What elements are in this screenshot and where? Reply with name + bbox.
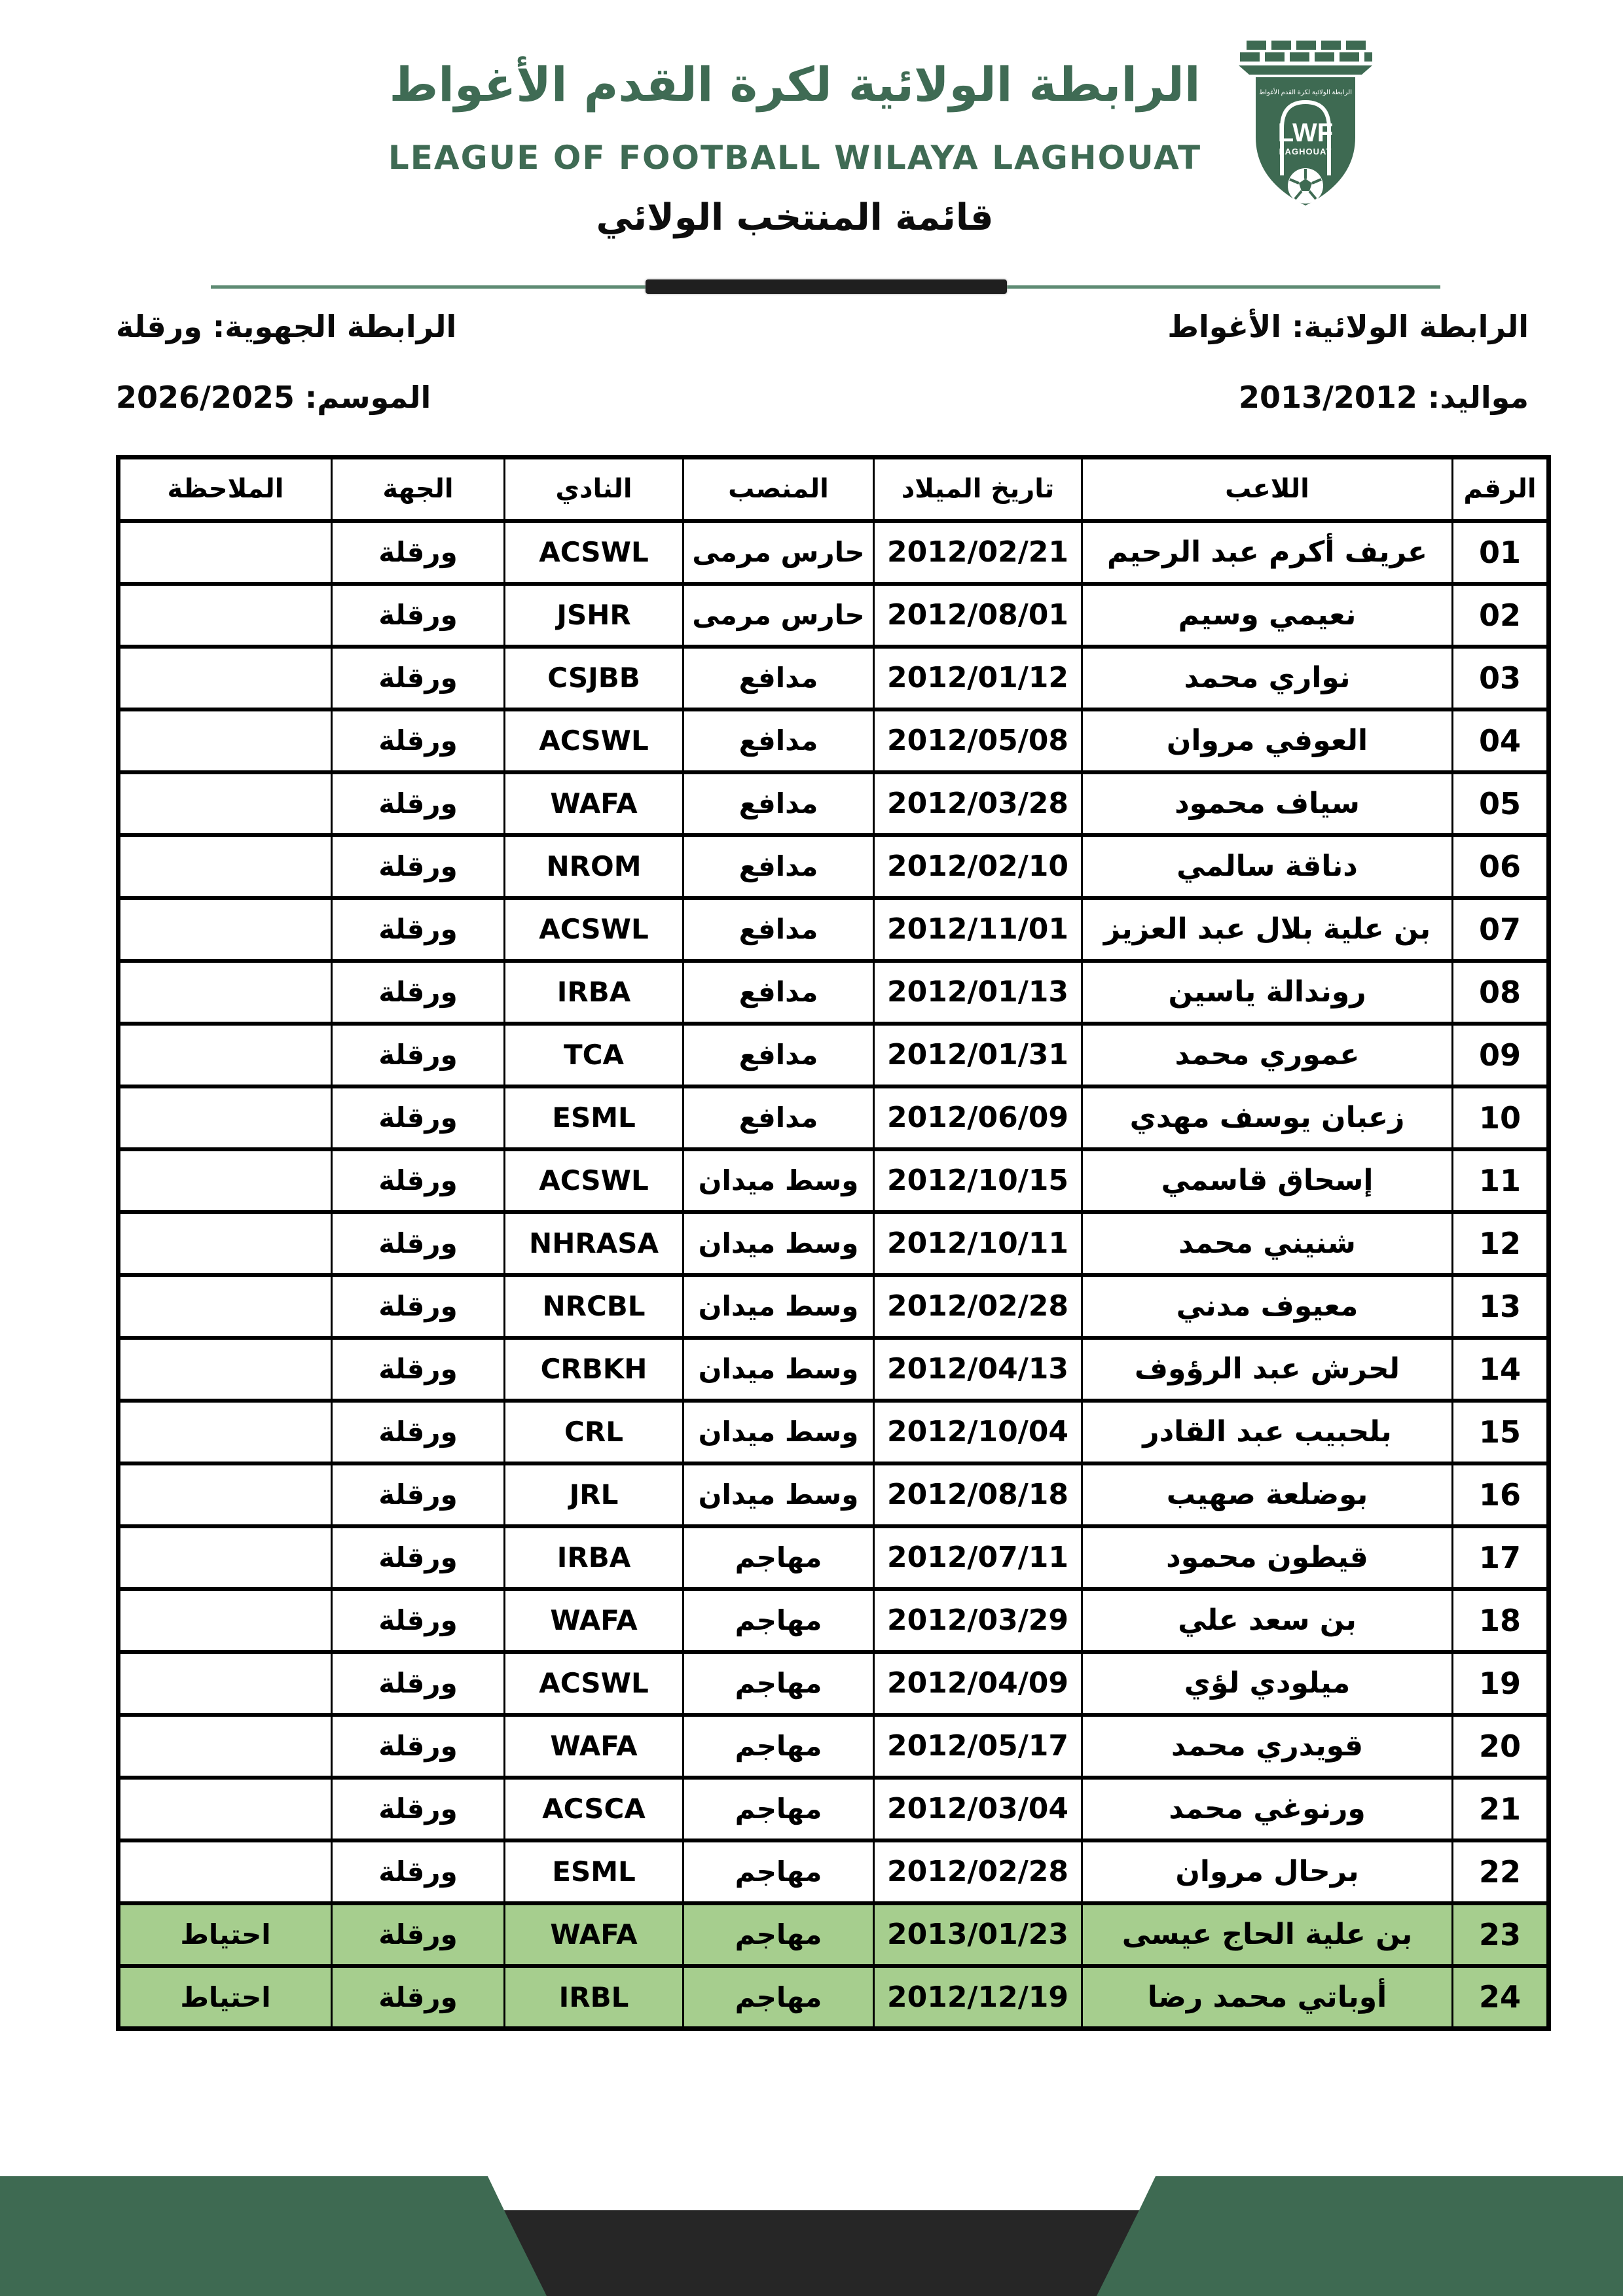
table-row: [119, 1463, 1549, 1526]
cell-dob: 2012/01/12: [874, 647, 1082, 709]
table-row: [119, 1715, 1549, 1778]
cell-club: NRCBL: [505, 1275, 684, 1338]
table-row: [119, 647, 1549, 709]
cell-num: 15: [1453, 1401, 1549, 1463]
cell-pos: وسط ميدان: [684, 1338, 874, 1401]
col-header-club: النادي: [505, 457, 684, 521]
table-row: [119, 1526, 1549, 1589]
info-row-season: [116, 380, 1529, 415]
cell-dob: 2012/12/19: [874, 1966, 1082, 2029]
cell-club: NHRASA: [505, 1212, 684, 1275]
divider-center-bar: [646, 279, 1007, 294]
cell-pos: مهاجم: [684, 1778, 874, 1840]
cell-club: NROM: [505, 835, 684, 898]
league-crest-logo-icon: [1236, 39, 1375, 217]
cell-region: ورقلة: [332, 1086, 505, 1149]
cell-region: ورقلة: [332, 1401, 505, 1463]
cell-num: 19: [1453, 1652, 1549, 1715]
cell-name: قيطون محمود: [1082, 1526, 1453, 1589]
cell-region: ورقلة: [332, 1715, 505, 1778]
cell-dob: 2012/03/28: [874, 772, 1082, 835]
cell-pos: مهاجم: [684, 1840, 874, 1903]
col-header-note: الملاحظة: [119, 457, 332, 521]
page-title-arabic: الرابطة الولائية لكرة القدم الأغواط: [389, 57, 1201, 112]
cell-num: 06: [1453, 835, 1549, 898]
cell-pos: مدافع: [684, 961, 874, 1024]
cell-name: دناقة سالمي: [1082, 835, 1453, 898]
season-label: الموسم: 2026/2025: [116, 380, 431, 415]
col-header-number: الرقم: [1453, 457, 1549, 521]
cell-note: [119, 1401, 332, 1463]
cell-region: ورقلة: [332, 1275, 505, 1338]
cell-dob: 2013/01/23: [874, 1903, 1082, 1966]
table-row: [119, 1338, 1549, 1401]
table-row: [119, 1149, 1549, 1212]
cell-pos: حارس مرمى: [684, 521, 874, 584]
cell-region: ورقلة: [332, 647, 505, 709]
cell-dob: 2012/01/31: [874, 1024, 1082, 1086]
cell-name: ميلودي لؤي: [1082, 1652, 1453, 1715]
cell-region: ورقلة: [332, 1526, 505, 1589]
cell-name: عموري محمد: [1082, 1024, 1453, 1086]
cell-pos: مدافع: [684, 772, 874, 835]
table-row: [119, 1589, 1549, 1652]
cell-name: لحرش عبد الرؤوف: [1082, 1338, 1453, 1401]
cell-name: روندالة ياسين: [1082, 961, 1453, 1024]
cell-club: WAFA: [505, 1589, 684, 1652]
cell-club: WAFA: [505, 772, 684, 835]
logo-city: LAGHOUAT: [1279, 147, 1332, 156]
cell-pos: مدافع: [684, 898, 874, 961]
cell-note: [119, 772, 332, 835]
table-row: [119, 1024, 1549, 1086]
cell-pos: مدافع: [684, 1086, 874, 1149]
cell-dob: 2012/01/13: [874, 961, 1082, 1024]
cell-club: ACSWL: [505, 521, 684, 584]
col-header-region: الجهة: [332, 457, 505, 521]
cell-num: 20: [1453, 1715, 1549, 1778]
cell-region: ورقلة: [332, 709, 505, 772]
cell-num: 10: [1453, 1086, 1549, 1149]
logo-abbr: LWF: [1277, 118, 1334, 147]
cell-note: [119, 1715, 332, 1778]
cell-note: احتياط: [119, 1903, 332, 1966]
cell-num: 01: [1453, 521, 1549, 584]
cell-name: معيوف مدني: [1082, 1275, 1453, 1338]
cell-num: 13: [1453, 1275, 1549, 1338]
cell-pos: وسط ميدان: [684, 1149, 874, 1212]
cell-region: ورقلة: [332, 521, 505, 584]
table-row: [119, 521, 1549, 584]
cell-pos: وسط ميدان: [684, 1401, 874, 1463]
cell-note: [119, 1463, 332, 1526]
cell-note: [119, 835, 332, 898]
cell-note: [119, 1212, 332, 1275]
cell-num: 04: [1453, 709, 1549, 772]
cell-name: سياف محمود: [1082, 772, 1453, 835]
cell-region: ورقلة: [332, 584, 505, 647]
cell-pos: مدافع: [684, 835, 874, 898]
cell-num: 03: [1453, 647, 1549, 709]
table-row: [119, 961, 1549, 1024]
cell-pos: حارس مرمى: [684, 584, 874, 647]
cell-note: [119, 709, 332, 772]
table-row: [119, 1212, 1549, 1275]
cell-name: ورنوغي محمد: [1082, 1778, 1453, 1840]
cell-num: 16: [1453, 1463, 1549, 1526]
cell-pos: مهاجم: [684, 1966, 874, 2029]
cell-note: [119, 1149, 332, 1212]
cell-num: 12: [1453, 1212, 1549, 1275]
cell-region: ورقلة: [332, 1589, 505, 1652]
cell-club: ACSWL: [505, 1149, 684, 1212]
cell-num: 11: [1453, 1149, 1549, 1212]
cell-name: بن سعد علي: [1082, 1589, 1453, 1652]
cell-club: CRL: [505, 1401, 684, 1463]
cell-name: نعيمي وسيم: [1082, 584, 1453, 647]
cell-dob: 2012/11/01: [874, 898, 1082, 961]
cell-pos: مدافع: [684, 709, 874, 772]
table-row: [119, 1652, 1549, 1715]
cell-region: ورقلة: [332, 1338, 505, 1401]
cell-name: العوفي مروان: [1082, 709, 1453, 772]
cell-club: ACSWL: [505, 898, 684, 961]
cell-pos: مهاجم: [684, 1589, 874, 1652]
cell-region: ورقلة: [332, 1966, 505, 2029]
cell-dob: 2012/03/04: [874, 1778, 1082, 1840]
player-table-body: [119, 521, 1549, 2029]
cell-region: ورقلة: [332, 1778, 505, 1840]
cell-num: 22: [1453, 1840, 1549, 1903]
cell-club: IRBA: [505, 1526, 684, 1589]
cell-dob: 2012/06/09: [874, 1086, 1082, 1149]
cell-note: احتياط: [119, 1966, 332, 2029]
cell-club: JSHR: [505, 584, 684, 647]
cell-dob: 2012/04/09: [874, 1652, 1082, 1715]
cell-note: [119, 1086, 332, 1149]
cell-note: [119, 1778, 332, 1840]
cell-dob: 2012/07/11: [874, 1526, 1082, 1589]
cell-note: [119, 961, 332, 1024]
cell-name: نواري محمد: [1082, 647, 1453, 709]
cell-club: ACSCA: [505, 1778, 684, 1840]
footer-decoration: [0, 2172, 1623, 2296]
cell-pos: مهاجم: [684, 1903, 874, 1966]
cell-name: أوباتي محمد رضا: [1082, 1966, 1453, 2029]
cell-num: 08: [1453, 961, 1549, 1024]
cell-dob: 2012/08/01: [874, 584, 1082, 647]
cell-note: [119, 584, 332, 647]
cell-name: شنيني محمد: [1082, 1212, 1453, 1275]
cell-note: [119, 1589, 332, 1652]
cell-num: 24: [1453, 1966, 1549, 2029]
cell-note: [119, 1526, 332, 1589]
cell-note: [119, 1652, 332, 1715]
cell-name: إسحاق قاسمي: [1082, 1149, 1453, 1212]
cell-note: [119, 1338, 332, 1401]
cell-region: ورقلة: [332, 1212, 505, 1275]
football-icon: [1288, 168, 1323, 204]
cell-dob: 2012/02/28: [874, 1840, 1082, 1903]
cell-name: بوضلعة صهيب: [1082, 1463, 1453, 1526]
cell-note: [119, 647, 332, 709]
cell-name: بن علية الحاج عيسى: [1082, 1903, 1453, 1966]
cell-note: [119, 1275, 332, 1338]
cell-dob: 2012/05/17: [874, 1715, 1082, 1778]
table-row: [119, 709, 1549, 772]
cell-club: CSJBB: [505, 647, 684, 709]
cell-name: بن علية بلال عبد العزيز: [1082, 898, 1453, 961]
cell-region: ورقلة: [332, 1903, 505, 1966]
cell-club: IRBA: [505, 961, 684, 1024]
cell-club: JRL: [505, 1463, 684, 1526]
cell-region: ورقلة: [332, 835, 505, 898]
cell-num: 21: [1453, 1778, 1549, 1840]
cell-pos: وسط ميدان: [684, 1275, 874, 1338]
table-row: [119, 584, 1549, 647]
cell-pos: مدافع: [684, 647, 874, 709]
player-roster-table: [116, 455, 1551, 2031]
cell-name: عريف أكرم عبد الرحيم: [1082, 521, 1453, 584]
cell-club: ACSWL: [505, 1652, 684, 1715]
table-header-row: [119, 457, 1549, 521]
list-title: قائمة المنتخب الولائي: [596, 196, 994, 239]
cell-num: 23: [1453, 1903, 1549, 1966]
table-row: [119, 1778, 1549, 1840]
wilaya-league-label: الرابطة الولائية: الأغواط: [1167, 309, 1529, 344]
cell-pos: مهاجم: [684, 1652, 874, 1715]
cell-num: 17: [1453, 1526, 1549, 1589]
cell-dob: 2012/10/11: [874, 1212, 1082, 1275]
cell-num: 18: [1453, 1589, 1549, 1652]
cell-dob: 2012/04/13: [874, 1338, 1082, 1401]
cell-num: 07: [1453, 898, 1549, 961]
col-header-player: اللاعب: [1082, 457, 1453, 521]
cell-name: برحال مروان: [1082, 1840, 1453, 1903]
cell-region: ورقلة: [332, 1652, 505, 1715]
cell-num: 02: [1453, 584, 1549, 647]
cell-name: قويدري محمد: [1082, 1715, 1453, 1778]
cell-dob: 2012/03/29: [874, 1589, 1082, 1652]
table-row: [119, 1086, 1549, 1149]
cell-pos: مهاجم: [684, 1715, 874, 1778]
table-row: [119, 1966, 1549, 2029]
cell-pos: وسط ميدان: [684, 1463, 874, 1526]
cell-club: ESML: [505, 1840, 684, 1903]
cell-dob: 2012/02/28: [874, 1275, 1082, 1338]
cell-note: [119, 521, 332, 584]
birth-years-label: مواليد: 2013/2012: [1239, 380, 1529, 415]
col-header-position: المنصب: [684, 457, 874, 521]
cell-pos: مهاجم: [684, 1526, 874, 1589]
page-title-english: LEAGUE OF FOOTBALL WILAYA LAGHOUAT: [388, 139, 1202, 177]
cell-pos: مدافع: [684, 1024, 874, 1086]
cell-region: ورقلة: [332, 961, 505, 1024]
cell-dob: 2012/10/04: [874, 1401, 1082, 1463]
cell-note: [119, 1840, 332, 1903]
cell-dob: 2012/05/08: [874, 709, 1082, 772]
cell-club: WAFA: [505, 1903, 684, 1966]
logo-arc-text: الرابطة الولائية لكرة القدم الأغواط: [1259, 89, 1352, 96]
cell-region: ورقلة: [332, 898, 505, 961]
table-row: [119, 1401, 1549, 1463]
cell-club: WAFA: [505, 1715, 684, 1778]
table-row: [119, 772, 1549, 835]
regional-league-label: الرابطة الجهوية: ورقلة: [116, 309, 457, 344]
col-header-birthdate: تاريخ الميلاد: [874, 457, 1082, 521]
cell-region: ورقلة: [332, 772, 505, 835]
cell-region: ورقلة: [332, 1024, 505, 1086]
cell-region: ورقلة: [332, 1840, 505, 1903]
table-row: [119, 1903, 1549, 1966]
cell-num: 05: [1453, 772, 1549, 835]
cell-note: [119, 1024, 332, 1086]
cell-pos: وسط ميدان: [684, 1212, 874, 1275]
cell-name: زعبان يوسف مهدي: [1082, 1086, 1453, 1149]
cell-dob: 2012/10/15: [874, 1149, 1082, 1212]
cell-club: TCA: [505, 1024, 684, 1086]
cell-num: 09: [1453, 1024, 1549, 1086]
cell-num: 14: [1453, 1338, 1549, 1401]
cell-dob: 2012/02/21: [874, 521, 1082, 584]
cell-dob: 2012/02/10: [874, 835, 1082, 898]
info-row-leagues: [116, 309, 1529, 344]
cell-club: CRBKH: [505, 1338, 684, 1401]
cell-name: بلحبيب عبد القادر: [1082, 1401, 1453, 1463]
cell-club: ACSWL: [505, 709, 684, 772]
cell-club: IRBL: [505, 1966, 684, 2029]
cell-note: [119, 898, 332, 961]
table-row: [119, 898, 1549, 961]
table-row: [119, 1840, 1549, 1903]
cell-club: ESML: [505, 1086, 684, 1149]
cell-region: ورقلة: [332, 1149, 505, 1212]
cell-region: ورقلة: [332, 1463, 505, 1526]
table-row: [119, 1275, 1549, 1338]
cell-dob: 2012/08/18: [874, 1463, 1082, 1526]
table-row: [119, 835, 1549, 898]
